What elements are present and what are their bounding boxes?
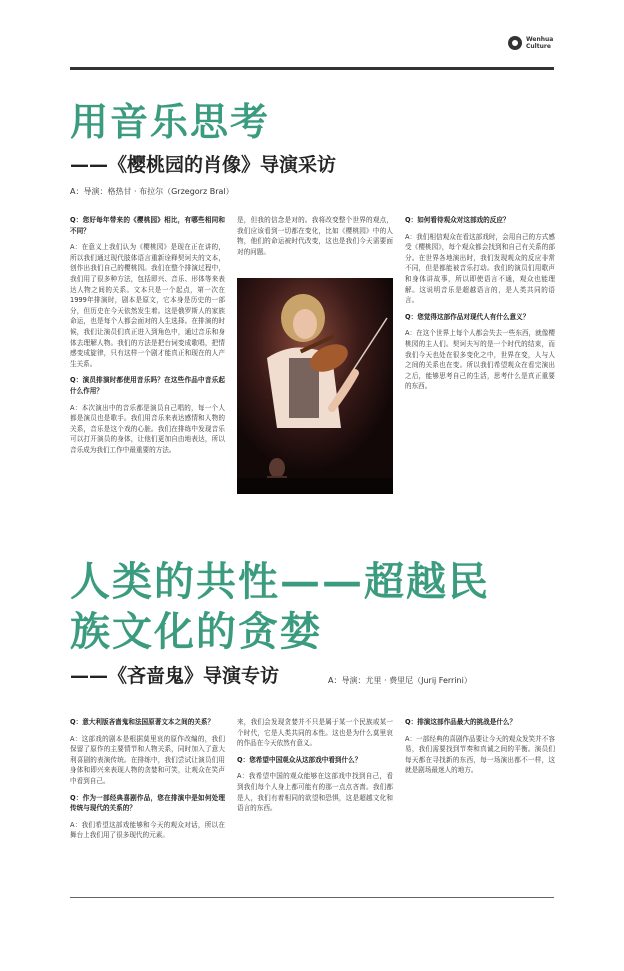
performer-photo bbox=[237, 278, 393, 494]
answer: A：一部经典的喜剧作品要让今天的观众发笑并不容易，我们需要找到节奏和真诚之间的平衡。演员们每天都在寻找新的东西，每一场演出都不一样，这就是剧场最迷人的地方。 bbox=[405, 734, 555, 775]
question: Q：您好每年带来的《樱桃园》相比，有哪些相同和不同？ bbox=[70, 216, 225, 235]
article1-column-3 bbox=[405, 215, 555, 490]
article1-column-1 bbox=[70, 215, 225, 490]
article2-title-line2: 族文化的贪婪 bbox=[70, 608, 322, 655]
article2-title-line1: 人类的共性——超越民 bbox=[70, 558, 490, 605]
article1-column-2 bbox=[237, 215, 393, 273]
article2-byline: A：导演：尤里 · 费里尼（Jurij Ferrini） bbox=[328, 676, 472, 685]
question: Q：您希望中国观众从这部戏中看到什么？ bbox=[237, 755, 362, 764]
answer: 是，但我的信念是对的。我将改变整个世界的观点，我们应该看到一切都在变化，比如《樱桃园》中的人物，他们的命运被时代改变，这也是我们今天需要面对的问题。 bbox=[237, 216, 393, 256]
bottom-rule bbox=[70, 897, 554, 898]
question: Q：作为一部经典喜剧作品，您在排演中是如何处理传统与现代的关系的？ bbox=[70, 793, 225, 813]
answer: A：我们相信观众在看这部戏时，会用自己的方式感受《樱桃园》，每个观众都会找到和自己有关系的部分。在世界各地演出时，我们发现观众的反应非常不同，但是都能被音乐打动。我们的演员们用歌声和身体讲故事，所以即使语言不通，观众也能理解。这说明音乐是超越语言的，是人类共同的语言。 bbox=[405, 232, 555, 305]
article1-subtitle: ——《樱桃园的肖像》导演采访 bbox=[70, 154, 337, 176]
question: Q：排演这部作品最大的挑战是什么？ bbox=[405, 718, 517, 726]
answer: 来，我们会发现贪婪并不只是属于某一个民族或某一个时代，它是人类共同的本性。这也是为什么莫里哀的作品在今天依然有意义。 bbox=[237, 718, 393, 748]
article2-column-1 bbox=[70, 717, 225, 892]
answer: A：这部戏的剧本是根据莫里哀的原作改编的，我们保留了原作的主要情节和人物关系，同时加入了意大利喜剧的表演传统。在排练中，我们尝试让演员们用身体和即兴来表现人物的贪婪和可笑，让观众在笑声中看到自己。 bbox=[70, 734, 225, 785]
answer: A：我希望中国的观众能够在这部戏中找到自己，看到我们每个人身上都可能有的那一点点吝啬。我们都是人，我们有着相同的欲望和恐惧，这是超越文化和语言的东西。 bbox=[237, 772, 393, 813]
question: Q：演员排演时都使用音乐吗？在这些作品中音乐起什么作用？ bbox=[70, 376, 225, 395]
logo-icon bbox=[508, 36, 522, 50]
answer: A：我们希望这部戏能够和今天的观众对话，所以在舞台上我们用了很多现代的元素。 bbox=[70, 820, 225, 840]
question: Q：您觉得这部作品对现代人有什么意义？ bbox=[405, 312, 530, 321]
answer: A：在意义上我们认为《樱桃园》是现在正在讲的，所以我们通过现代肢体语言重新诠释契诃夫的文本，创作出我们自己的樱桃园。我们在整个排演过程中，我们用了很多种方法，包括即兴、音乐、形体等来表达人物之间的关系。文本只是一个起点，第一次在1999年排演时，剧本是原文，它本身是历史的一部分，但历史在今天依然发生着。这是俄罗斯人的家族命运，也是每个人都会面对的人生选择。在排演的时候，我们让演员们真正进入到角色中，通过音乐和身体去理解人物。我们的方法是把台词变成歌唱，把情感变成旋律，只有这样一个剧才能真正和现在的人产生关系。 bbox=[70, 243, 225, 368]
top-rule bbox=[70, 67, 554, 70]
question: Q：意大利版吝啬鬼和法国原著文本之间的关系？ bbox=[70, 718, 215, 726]
question: Q：如何看待观众对这部戏的反应？ bbox=[405, 216, 510, 224]
article2-subtitle: ——《吝啬鬼》导演专访 bbox=[70, 665, 280, 687]
violinist-illustration bbox=[237, 278, 393, 494]
article1-byline: A：导演：格热甘 · 布拉尔（Grzegorz Bral） bbox=[70, 187, 234, 196]
article2-column-2 bbox=[237, 717, 393, 892]
publication-logo bbox=[508, 36, 553, 50]
answer: A：本次演出中的音乐都是演员自己唱的，每一个人都是演员也是歌手。我们用音乐来表达感情和人物的关系，音乐是这个戏的心脏。我们在排练中发现音乐可以打开演员的身体，让他们更加自由地表达，所以音乐成为我们工作中最重要的方法。 bbox=[70, 403, 225, 454]
article1-title: 用音乐思考 bbox=[70, 99, 271, 144]
article2-column-3 bbox=[405, 717, 555, 892]
logo-text: Wenhua Culture bbox=[526, 36, 554, 50]
answer: A：在这个世界上每个人都会失去一些东西，就像樱桃园的主人们。契诃夫写的是一个时代的结束，而我们今天也处在很多变化之中，世界在变，人与人之间的关系也在变。所以我们希望观众在看完演出之后，能够思考自己的生活，思考什么是真正重要的东西。 bbox=[405, 329, 555, 391]
